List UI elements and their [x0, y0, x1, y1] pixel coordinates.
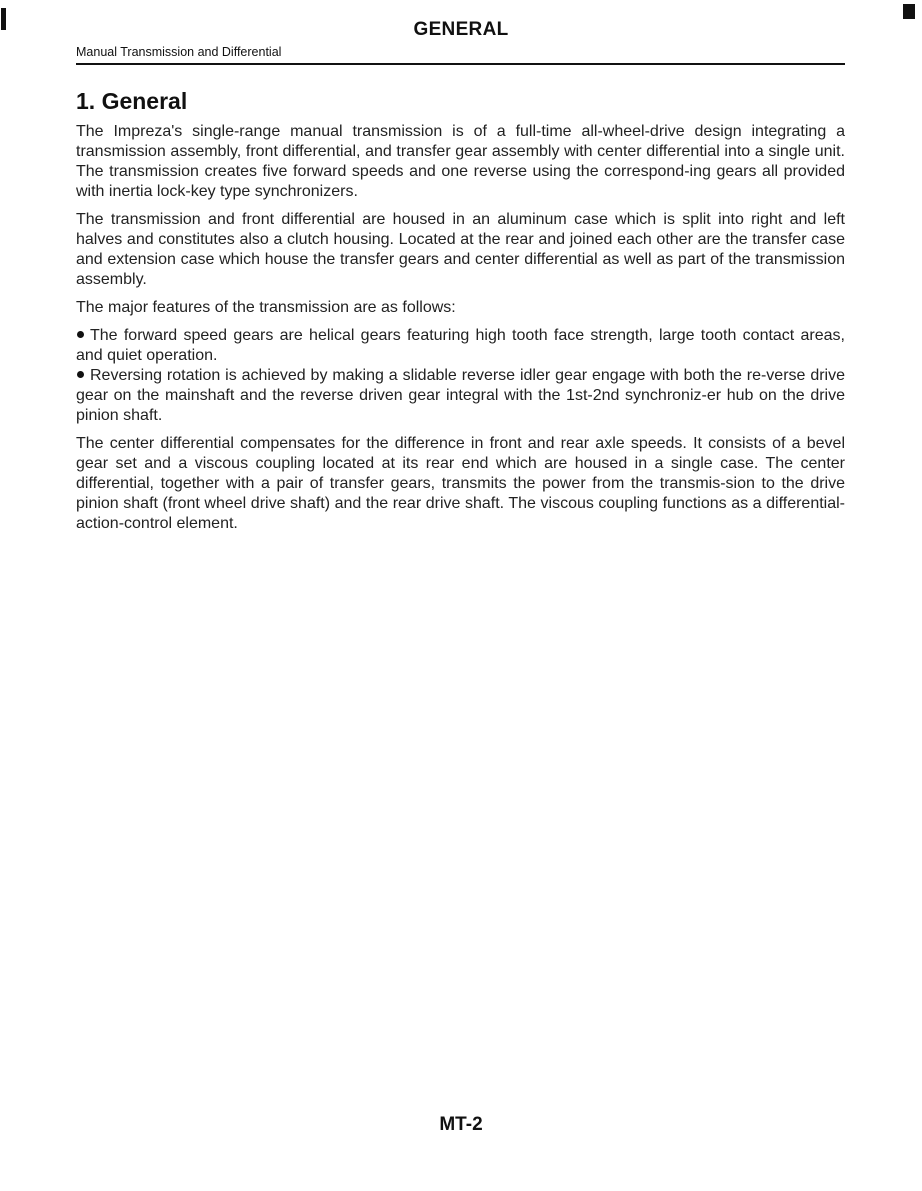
page-number: MT-2 [439, 1114, 483, 1135]
paragraph-features-intro: The major features of the transmission are as follows: [76, 299, 456, 316]
paragraph-housing: The transmission and front differential are housed in an aluminum case which is split into right and left halves and constitutes also a clutch housing. Located at the rear and joined each other are the transfer case and extension case which house the transfer gears and center differential as well as part of the transmission assembly. [76, 211, 845, 288]
list-item [76, 326, 845, 366]
main-content [76, 88, 845, 542]
scan-edge-mark-right [903, 4, 915, 19]
features-list [76, 326, 845, 426]
bullet-icon [77, 371, 84, 378]
header-divider [76, 63, 845, 65]
list-item-text: The forward speed gears are helical gears featuring high tooth face strength, large tooth contact areas, and quiet operation. [76, 327, 845, 364]
bullet-icon [77, 331, 84, 338]
list-item-text: Reversing rotation is achieved by making a slidable reverse idler gear engage with both the re-verse drive gear on the mainshaft and the reverse driven gear integral with the 1st-2nd synchroniz-er hub on the drive pinion shaft. [76, 367, 845, 424]
section-title: 1. General [76, 88, 188, 114]
list-item [76, 366, 845, 426]
paragraph-center-differential: The center differential compensates for the difference in front and rear axle speeds. It consists of a bevel gear set and a viscous coupling located at its rear end which are housed in a single case. The center differential, together with a pair of transfer gears, transmits the power from the transmis-sion to the drive pinion shaft (front wheel drive shaft) and the rear drive shaft. The viscous coupling functions as a differential-action-control element. [76, 435, 845, 532]
page-header-subtitle: Manual Transmission and Differential [76, 45, 282, 59]
paragraph-overview: The Impreza's single-range manual transmission is of a full-time all-wheel-drive design integrating a transmission assembly, front differential, and transfer gear assembly with center differential into a single unit. The transmission creates five forward speeds and one reverse using the correspond-ing gears all provided with inertia lock-key type synchronizers. [76, 123, 845, 200]
page-header-title: GENERAL [413, 19, 509, 40]
